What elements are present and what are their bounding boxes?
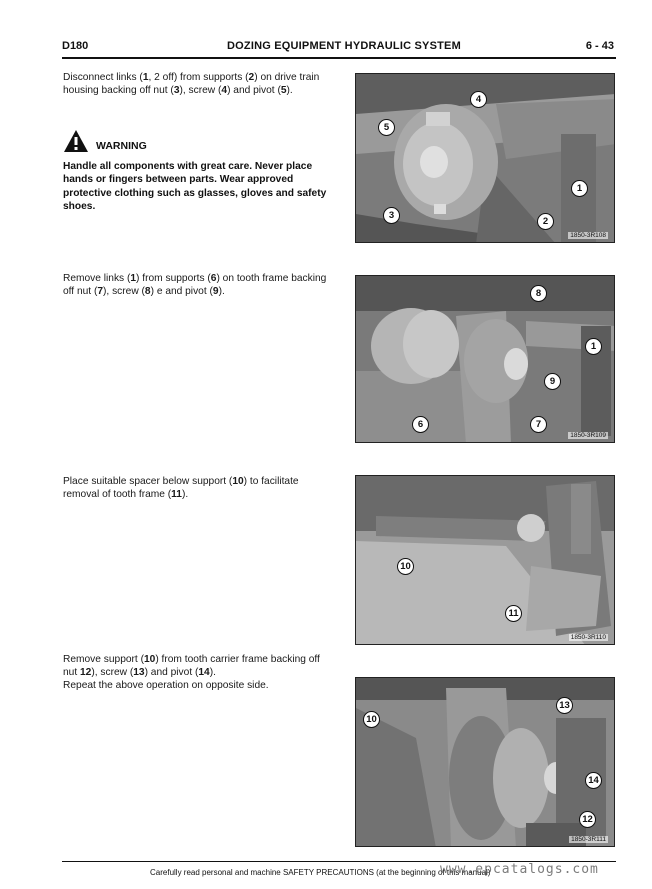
callout-8: 8 [530, 285, 547, 302]
warning-text: Handle all components with great care. Never place hands or fingers between parts. Wear approved protective clothing such as glasses, gloves and safety shoes. [63, 161, 327, 212]
model-label: D180 [62, 40, 89, 52]
page-number: 6 - 43 [585, 40, 614, 52]
section-title: DOZING EQUIPMENT HYDRAULIC SYSTEM [227, 40, 461, 52]
page-header [62, 40, 614, 58]
callout-3: 3 [383, 207, 400, 224]
photo-2-illustration [356, 276, 615, 443]
callout-1: 1 [585, 338, 602, 355]
warning-label: WARNING [96, 140, 147, 152]
step-4-text: Remove support (10) from tooth carrier frame backing off nut 12), screw (13) and pivot (14). Repeat the above operation on opposite side. [63, 654, 320, 692]
watermark: www.epcatalogs.com [440, 862, 599, 877]
photo-4-code: 1850-3R111 [571, 836, 606, 843]
callout-10: 10 [397, 558, 414, 575]
callout-4: 4 [470, 91, 487, 108]
photo-1-code: 1850-3R108 [570, 232, 606, 239]
callout-10: 10 [363, 711, 380, 728]
callout-1: 1 [571, 180, 588, 197]
photo-3-illustration [356, 476, 615, 645]
photo-tooth-frame-supports [355, 275, 615, 443]
footer-safety-note: Carefully read personal and machine SAFETY PRECAUTIONS (at the beginning of this manual) [150, 868, 491, 877]
step-3-text: Place suitable spacer below support (10) to facilitate removal of tooth frame (11). [63, 476, 299, 501]
photo-links-supports [355, 73, 615, 243]
callout-9: 9 [544, 373, 561, 390]
step-2-text: Remove links (1) from supports (6) on tooth frame backing off nut (7), screw (8) e and pivot (9). [63, 273, 327, 298]
photo-4-illustration [356, 678, 615, 847]
callout-5: 5 [378, 119, 395, 136]
callout-12: 12 [579, 811, 596, 828]
callout-14: 14 [585, 772, 602, 789]
callout-7: 7 [530, 416, 547, 433]
header-rule [62, 57, 616, 59]
callout-11: 11 [505, 605, 522, 622]
photo-3-code: 1850-3R110 [570, 634, 606, 641]
callout-13: 13 [556, 697, 573, 714]
step-1-text: Disconnect links (1, 2 off) from supports (2) on drive train housing backing off nut (3), screw (4) and pivot (5). [63, 72, 320, 97]
warning-triangle-icon [63, 129, 89, 153]
photo-spacer-support [355, 475, 615, 645]
photo-tooth-carrier-support [355, 677, 615, 847]
callout-2: 2 [537, 213, 554, 230]
photo-2-code: 1850-3R109 [570, 432, 606, 439]
callout-6: 6 [412, 416, 429, 433]
